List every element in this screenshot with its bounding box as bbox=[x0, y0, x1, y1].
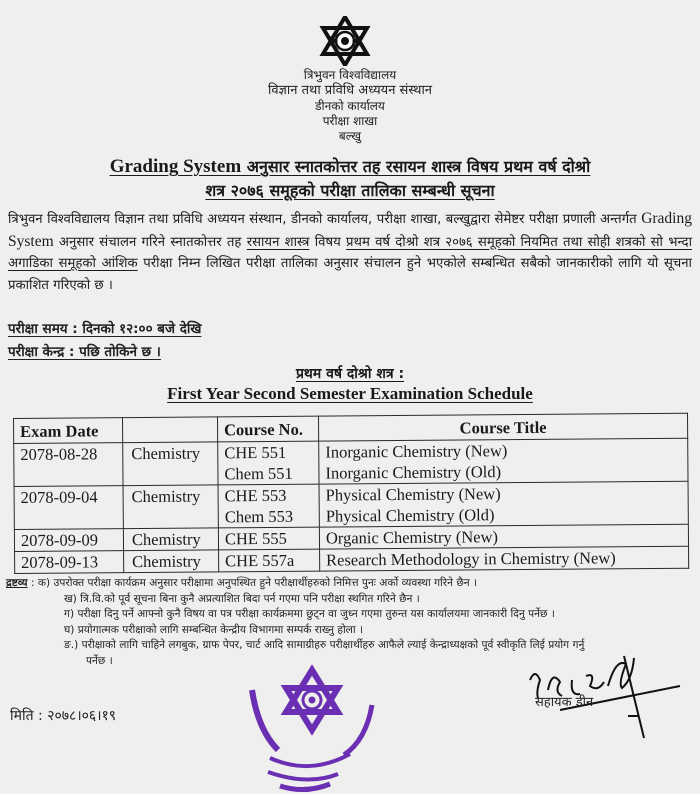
note-item: द्रष्टव्य : क) उपरोक्त परीक्षा कार्यक्रम अनुसार परीक्षामा अनुपस्थित हुने परीक्षार्थीहरुको निमित्त पुनः अर्को व्यवस्था गरिने छैन । bbox=[6, 577, 478, 589]
course-title-cell: Inorganic Chemistry (New) Inorganic Chemistry (Old) bbox=[319, 438, 688, 484]
column-header-exam-date: Exam Date bbox=[14, 418, 123, 444]
course-no-cell: CHE 555 bbox=[218, 527, 319, 550]
course-title-cell: Research Methodology in Chemistry (New) bbox=[320, 546, 689, 571]
office-stamp-icon bbox=[240, 660, 380, 794]
subject-cell: Chemistry bbox=[123, 485, 218, 529]
note-item: ख) त्रि.वि.को पूर्व सूचना बिना कुनै अप्रत्याशित बिदा पर्न गएमा पनि परीक्षा स्थगित गरिने छैन । bbox=[64, 592, 420, 605]
title-english-part: Grading System bbox=[109, 156, 242, 177]
exam-date-cell: 2078-08-28 bbox=[14, 443, 123, 487]
column-header-subject bbox=[123, 417, 218, 443]
notice-date: मिति : २०७८।०६।१९ bbox=[10, 708, 117, 724]
subject-cell: Chemistry bbox=[124, 550, 219, 573]
table-row bbox=[15, 546, 689, 573]
title-nepali-part: अनुसार स्नातकोत्तर तह रसायन शास्त्र विषय प्रथम वर्ष दोश्रो bbox=[246, 157, 591, 176]
university-name: त्रिभुवन विश्वविद्यालय bbox=[303, 68, 397, 82]
course-title-cell: Physical Chemistry (New) Physical Chemistry (Old) bbox=[319, 481, 688, 527]
column-header-course-no: Course No. bbox=[217, 416, 318, 442]
schedule-heading-nepali: प्रथम वर्ष दोश्रो शत्र : bbox=[295, 366, 405, 382]
course-no-cell: CHE 551 Chem 551 bbox=[218, 441, 319, 485]
course-no-cell: CHE 557a bbox=[219, 549, 320, 572]
column-header-course-title: Course Title bbox=[318, 413, 687, 441]
exam-date-cell: 2078-09-13 bbox=[15, 551, 124, 574]
exam-center: परीक्षा केन्द्र : पछि तोकिने छ । bbox=[8, 344, 161, 360]
note-item: ङ.) परीक्षाको लागि चाहिने लगबुक, ग्राफ पेपर, चार्ट आदि सामाग्रीहरु परीक्षार्थीहरु आफैले ल्याई केन्द्राध्यक्षको पूर्व स्वीकृति लिई प्रयोग गर्नु bbox=[64, 639, 585, 652]
table-row bbox=[14, 481, 688, 529]
notes-label: द्रष्टव्य bbox=[6, 577, 28, 589]
notice-body: त्रिभुवन विश्वविद्यालय विज्ञान तथा प्रविधि अध्ययन संस्थान, डीनको कार्यालय, परीक्षा शाखा, बल्खुद्वारा सेमेष्टर परीक्षा प्रणाली अन्तर्गत Grading System अनुसार संचालन गरिने स्नातकोत्तर तह रसायन शास्त्र विषय प्रथम वर्ष दोश्रो शत्र २०७६ समूहको नियमित तथा सोही शत्रको सो भन्दा अगाडिका समूहको आंशिक परीक्षा निम्न लिखित परीक्षा तालिका अनुसार संचालन हुने भएकोले सम्बन्धित सबैको जानकारीको लागि यो सूचना प्रकाशित गरिएको छ । bbox=[8, 210, 692, 293]
note-item: ग) परीक्षा दिनु पर्ने आफ्नो कुनै विषय वा पत्र परीक्षा कार्यक्रममा छुट्न वा जुध्न गएमा तुरुन्त यस कार्यालयमा जानकारी दिनु पर्नेछ । bbox=[64, 608, 555, 621]
signatory-title: सहायक डीन bbox=[535, 695, 594, 710]
course-title-cell: Organic Chemistry (New) bbox=[319, 524, 688, 549]
tribhuvan-university-logo-icon bbox=[318, 16, 372, 66]
exam-date-cell: 2078-09-04 bbox=[14, 486, 123, 530]
exam-date-cell: 2078-09-09 bbox=[14, 529, 123, 552]
notice-title-line1 bbox=[0, 156, 700, 178]
note-item: पर्नेछ । bbox=[86, 654, 113, 667]
institute-name: विज्ञान तथा प्रविधि अध्ययन संस्थान bbox=[267, 83, 433, 98]
location-name: बल्खु bbox=[338, 129, 362, 143]
office-name: डीनको कार्यालय bbox=[315, 99, 385, 113]
subject-cell: Chemistry bbox=[123, 442, 218, 486]
section-name: परीक्षा शाखा bbox=[322, 114, 378, 128]
batch-highlight: प्रथम वर्ष दोश्रो शत्र २०७६ समूहको नियमित तथा सोही शत्रको सो भन्दा अगाडिका समूहको आंशिक bbox=[8, 234, 692, 271]
note-item: घ) प्रयोगात्मक परीक्षाको लागि सम्बन्धित केन्द्रीय विभागमा सम्पर्क राख्नु होला । bbox=[64, 623, 363, 636]
table-row bbox=[14, 438, 688, 486]
exam-time: परीक्षा समय : दिनको १२:०० बजे देखि bbox=[8, 321, 202, 337]
course-no-cell: CHE 553 Chem 553 bbox=[218, 484, 319, 528]
subject-highlight: रसायन शास्त्र bbox=[246, 234, 310, 250]
subject-cell: Chemistry bbox=[123, 528, 218, 551]
exam-schedule-table bbox=[13, 413, 689, 574]
schedule-heading-english: First Year Second Semester Examination Schedule bbox=[167, 384, 533, 403]
notice-title-line2: शत्र २०७६ समूहको परीक्षा तालिका सम्बन्धी सूचना bbox=[205, 181, 495, 200]
